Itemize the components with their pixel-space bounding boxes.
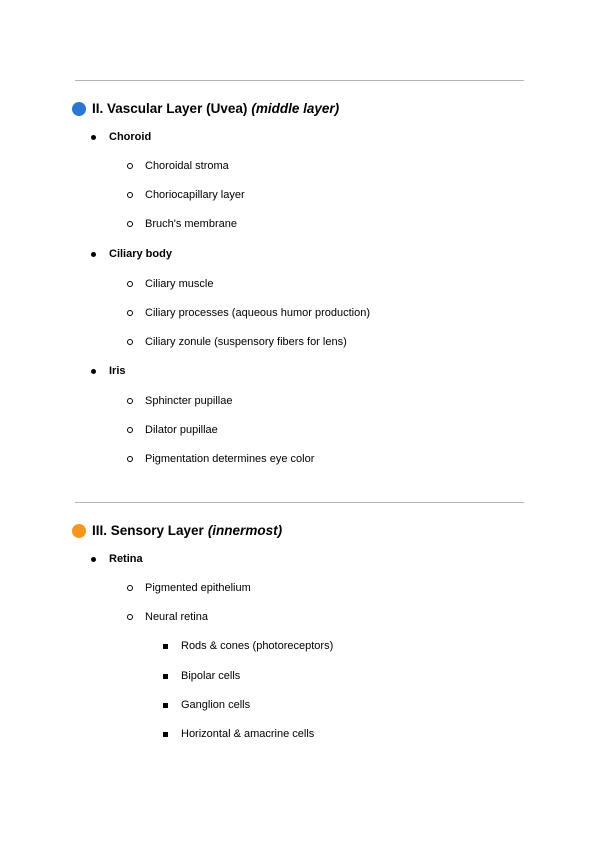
section-heading-vascular	[72, 99, 339, 119]
list-item	[162, 668, 240, 684]
list-item-label: Choriocapillary layer	[145, 189, 245, 201]
list-item-label: Iris	[109, 365, 126, 377]
divider-middle	[75, 502, 524, 503]
list-item	[126, 158, 229, 174]
bullet-circle-icon	[127, 398, 133, 404]
list-item	[126, 334, 347, 350]
list-item	[126, 276, 213, 292]
list-item	[90, 129, 151, 145]
bullet-circle-icon	[127, 310, 133, 316]
bullet-disc-icon	[91, 252, 96, 257]
bullet-circle-icon	[127, 281, 133, 287]
blue-circle-icon	[72, 102, 86, 116]
list-item	[162, 726, 314, 742]
bullet-square-icon	[163, 732, 168, 737]
bullet-disc-icon	[91, 557, 96, 562]
list-item-label: Ciliary processes (aqueous humor production)	[145, 307, 370, 319]
list-item	[126, 216, 237, 232]
list-item-label: Pigmented epithelium	[145, 582, 251, 594]
list-item-label: Ciliary body	[109, 248, 172, 260]
list-item-label: Retina	[109, 553, 143, 565]
list-item-label: Sphincter pupillae	[145, 395, 233, 407]
bullet-circle-icon	[127, 456, 133, 462]
list-item-label: Choroid	[109, 131, 152, 143]
list-item	[90, 363, 126, 379]
bullet-square-icon	[163, 703, 168, 708]
section-heading-sensory	[72, 521, 282, 541]
list-item	[126, 422, 218, 438]
list-item	[126, 609, 208, 625]
bullet-circle-icon	[127, 585, 133, 591]
list-item	[90, 551, 143, 567]
list-item-label: Bruch's membrane	[145, 218, 237, 230]
list-item-label: Ganglion cells	[181, 699, 251, 711]
list-item	[126, 305, 370, 321]
list-item-label: Dilator pupillae	[145, 424, 218, 436]
section-subtitle: (innermost)	[207, 523, 283, 538]
list-item-label: Horizontal & amacrine cells	[181, 728, 315, 740]
section-title: III. Sensory Layer	[92, 523, 204, 538]
bullet-square-icon	[163, 674, 168, 679]
list-item	[162, 697, 250, 713]
list-item-label: Rods & cones (photoreceptors)	[181, 640, 334, 652]
divider-top	[75, 80, 524, 81]
orange-circle-icon	[72, 524, 86, 538]
list-item-label: Neural retina	[145, 611, 208, 623]
list-item	[162, 638, 333, 654]
list-item	[126, 393, 232, 409]
bullet-disc-icon	[91, 135, 96, 140]
bullet-circle-icon	[127, 221, 133, 227]
bullet-circle-icon	[127, 163, 133, 169]
bullet-square-icon	[163, 644, 168, 649]
list-item	[126, 187, 245, 203]
section-subtitle: (middle layer)	[251, 101, 340, 116]
bullet-circle-icon	[127, 427, 133, 433]
list-item-label: Choroidal stroma	[145, 160, 229, 172]
list-item	[126, 580, 251, 596]
list-item-label: Bipolar cells	[181, 670, 241, 682]
list-item	[90, 246, 172, 262]
list-item-label: Pigmentation determines eye color	[145, 453, 315, 465]
bullet-circle-icon	[127, 339, 133, 345]
list-item-label: Ciliary zonule (suspensory fibers for lens)	[145, 336, 347, 348]
list-item	[126, 451, 314, 467]
list-item-label: Ciliary muscle	[145, 278, 214, 290]
bullet-circle-icon	[127, 614, 133, 620]
bullet-disc-icon	[91, 369, 96, 374]
bullet-circle-icon	[127, 192, 133, 198]
section-title: II. Vascular Layer (Uvea)	[92, 101, 248, 116]
